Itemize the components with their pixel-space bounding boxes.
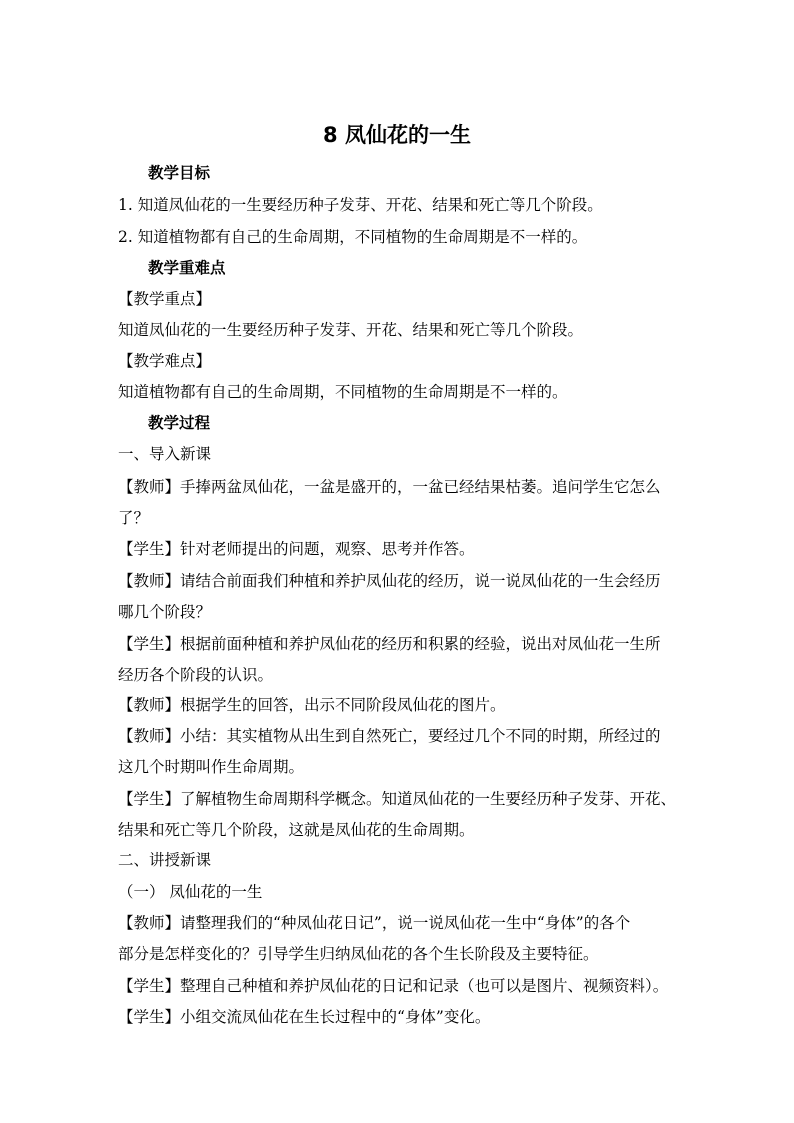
- text-line: 【教师】手捧两盆凤仙花，一盆是盛开的，一盆已经结果枯萎。追问学生它怎么: [118, 478, 661, 496]
- text-line: 【学生】整理自己种植和养护凤仙花的日记和记录（也可以是图片、视频资料）。: [118, 977, 669, 995]
- text-line: 【教师】小结：其实植物从出生到自然死亡，要经过几个不同的时期，所经过的: [118, 727, 661, 745]
- text-line: 部分是怎样变化的？引导学生归纳凤仙花的各个生长阶段及主要特征。: [118, 945, 599, 963]
- section-subtitle-intro: 一、导入新课: [118, 445, 212, 463]
- document-title: 8 凤仙花的一生: [323, 123, 471, 147]
- section-heading-key-points: 教学重难点: [148, 259, 226, 277]
- text-line: 2. 知道植物都有自己的生命周期，不同植物的生命周期是不一样的。: [118, 228, 588, 246]
- text-line: 【学生】针对老师提出的问题，观察、思考并作答。: [118, 540, 475, 558]
- text-line: 【教师】请结合前面我们种植和养护凤仙花的经历，说一说凤仙花的一生会经历: [118, 572, 661, 590]
- text-line: 经历各个阶段的认识。: [118, 666, 274, 684]
- subheading-difficult-point: 【教学难点】: [118, 352, 212, 370]
- text-line: 【教师】请整理我们的“种凤仙花日记”，说一说凤仙花一生中“身体”的各个: [118, 914, 631, 932]
- text-line: 了？: [118, 509, 150, 527]
- text-line: 结果和死亡等几个阶段，这就是凤仙花的生命周期。: [118, 821, 475, 839]
- section-subtitle-new-lesson: 二、讲授新课: [118, 851, 212, 869]
- text-line: 【教师】根据学生的回答，出示不同阶段凤仙花的图片。: [118, 696, 506, 714]
- text-line: 知道植物都有自己的生命周期，不同植物的生命周期是不一样的。: [118, 383, 568, 401]
- text-line: 这几个时期叫作生命周期。: [118, 758, 305, 776]
- subheading-key-point: 【教学重点】: [118, 290, 212, 308]
- text-line: 【学生】了解植物生命周期科学概念。知道凤仙花的一生要经历种子发芽、开花、: [118, 790, 677, 808]
- subsection-title: （一） 凤仙花的一生: [118, 883, 263, 901]
- section-heading-objectives: 教学目标: [148, 164, 211, 182]
- text-line: 【学生】小组交流凤仙花在生长过程中的“身体”变化。: [118, 1008, 491, 1026]
- text-line: 1. 知道凤仙花的一生要经历种子发芽、开花、结果和死亡等几个阶段。: [118, 196, 603, 214]
- text-line: 知道凤仙花的一生要经历种子发芽、开花、结果和死亡等几个阶段。: [118, 321, 584, 339]
- text-line: 【学生】根据前面种植和养护凤仙花的经历和积累的经验，说出对凤仙花一生所: [118, 635, 661, 653]
- text-line: 哪几个阶段？: [118, 603, 212, 621]
- section-heading-process: 教学过程: [148, 414, 211, 432]
